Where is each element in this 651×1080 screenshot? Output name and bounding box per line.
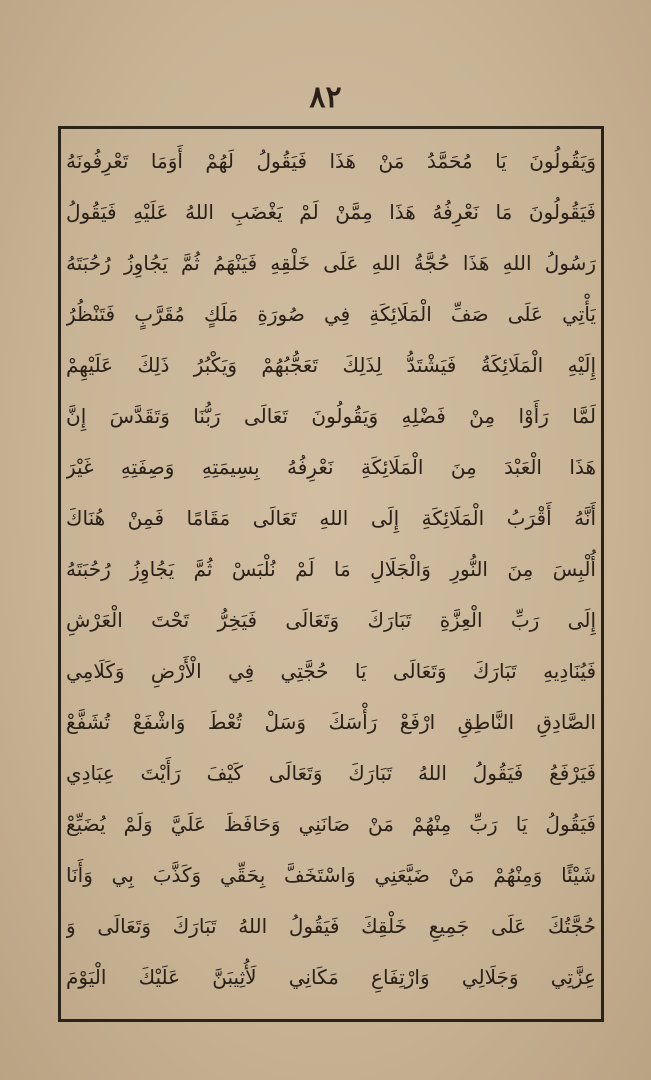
text-line: إِلَيْهِ الْمَلَائِكَةُ فَيَشْتَدُّ لِذَلِكَ تَعَجُّبُهُمْ وَيَكْبُرُ ذَلِكَ عَلَيْهِمْ <box>66 353 596 377</box>
text-line: فَيَقُولُ يَا رَبِّ مِنْهُمْ مَنْ صَانَنِي وَحَافَظَ عَلَيَّ وَلَمْ يُضَيِّعْ <box>66 812 596 836</box>
text-line: فَيَرْفَعُ فَيَقُولُ اللهُ تَبَارَكَ وَتَعَالَى كَيْفَ رَأَيْتَ عِبَادِي <box>66 761 596 785</box>
manuscript-text-block <box>66 136 596 1016</box>
text-line: فَيُنَادِيهِ تَبَارَكَ وَتَعَالَى يَا حُجَّتِي فِي الْأَرْضِ وَكَلَامِي <box>66 659 596 683</box>
text-line: يَأْتِي عَلَى صَفِّ الْمَلَائِكَةِ فِي صُورَةِ مَلَكٍ مُقَرَّبٍ فَتَنْظُرُ <box>66 302 596 326</box>
text-line: وَيَقُولُونَ يَا مُحَمَّدُ مَنْ هَذَا فَيَقُولُ لَهُمْ أَوَمَا تَعْرِفُونَهُ <box>66 149 596 173</box>
text-line: أُلْبِسَ مِنَ النُّورِ وَالْجَلَالِ مَا لَمْ نُلْبَسْ ثُمَّ يَجُاوِزُ رُحُبَتَهُ <box>66 557 596 581</box>
text-line: حُجَّتُكَ عَلَى جَمِيعِ خَلْقِكَ فَيَقُولُ اللهُ تَبَارَكَ وَتَعَالَى وَ <box>66 914 596 938</box>
text-line: أَنَّهُ أَقْرَبُ الْمَلَائِكَةِ إِلَى اللهِ تَعَالَى مَقَامًا فَمِنْ هُنَاكَ <box>66 506 596 530</box>
text-line: الصَّادِقِ النَّاطِقِ ارْفَعْ رَأْسَكَ وَسَلْ تُعْطَ وَاشْفَعْ تُشَفَّعْ <box>66 710 596 734</box>
text-line: فَيَقُولُونَ مَا نَعْرِفُهُ هَذَا مِمَّنْ لَمْ يَغْضَبِ اللهُ عَلَيْهِ فَيَقُولُ <box>66 200 596 224</box>
page-number: ٨٢ <box>309 80 342 115</box>
text-line: هَذَا الْعَبْدَ مِنَ الْمَلَائِكَةِ نَعْرِفُهُ بِسِيمَتِهِ وَصِفَتِهِ غَيْرَ <box>66 455 596 479</box>
text-line: رَسُولُ اللهِ هَذَا حُجَّةُ اللهِ عَلَى خَلْقِهِ فَيَنْهَمُ ثُمَّ يَجُاوِزُ رُحُبَتَهُ <box>66 251 596 275</box>
text-line: إِلَى رَبِّ الْعِزَّةِ تَبَارَكَ وَتَعَالَى فَيَخِرُّ تَحْتَ الْعَرْشِ <box>66 608 596 632</box>
text-line: شَيْئًا وَمِنْهُمْ مَنْ ضَيَّعَنِي وَاسْتَخَفَّ بِحَقِّي وَكَذَّبَ بِي وَأَنَا <box>66 863 596 887</box>
text-line: عِزَّتِي وَجَلَالِي وَارْتِفَاعِ مَكَانِي لَأُثِيبَنَّ عَلَيْكَ الْيَوْمَ <box>66 965 596 989</box>
text-line: لَمَّا رَأَوْا مِنْ فَضْلِهِ وَيَقُولُونَ تَعَالَى رَبُّنَا وَتَقَدَّسَ إِنَّ <box>66 404 596 428</box>
